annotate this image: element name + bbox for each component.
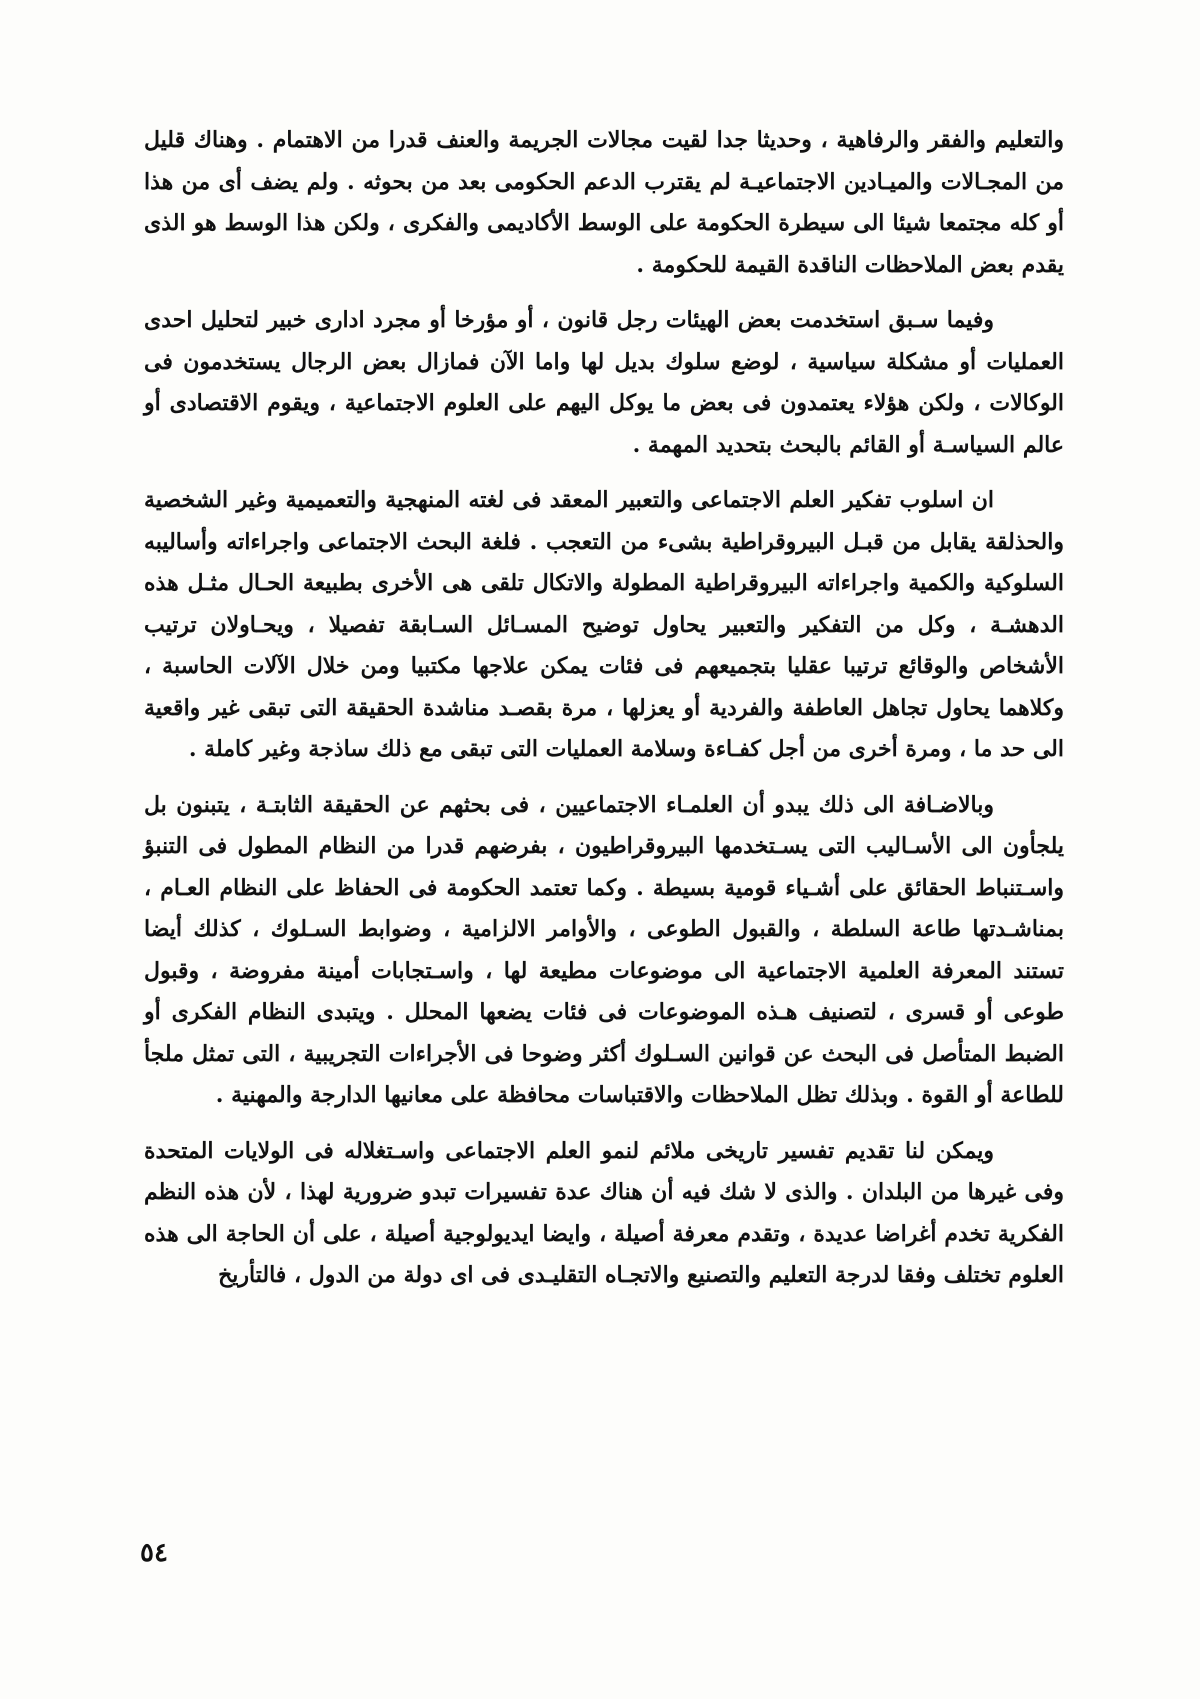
paragraph-5: ويمكن لنا تقديم تفسير تاريخى ملائم لنمو العلم الاجتماعى واسـتغلاله فى الولايات المتحدة وفى غيرها من البلدان . والذى لا شك فيه أن هناك عدة تفسيرات تبدو ضرورية لهذا ، لأن هذه النظم الفكرية تخدم أغراضا عديدة ، وتقدم معرفة أصيلة ، وايضا ايديولوجية أصيلة ، على أن الحاجة الى هذه العلوم تختلف وفقا لدرجة التعليم والتصنيع والاتجـاه التقليـدى فى اى دولة من الدول ، فالتأريخ — [144, 1137, 1064, 1288]
page-number: ٥٤ — [140, 1538, 168, 1568]
paragraph-2: وفيما سـبق استخدمت بعض الهيئات رجل قانون ، أو مؤرخا أو مجرد ادارى خبير لتحليل احدى العمليات أو مشكلة سياسية ، لوضع سلوك بديل لها واما الآن فمازال بعض الرجال يستخدمون فى الوكالات ، ولكن هؤلاء يعتمدون فى بعض ما يوكل اليهم على العلوم الاجتماعية ، ويقوم الاقتصادى أو عالم السياسـة أو القائم بالبحث بتحديد المهمة . — [144, 307, 1064, 458]
paragraph-4: وبالاضـافة الى ذلك يبدو أن العلمـاء الاجتماعيين ، فى بحثهم عن الحقيقة الثابتـة ، يتبنون بل يلجأون الى الأسـاليب التى يسـتخدمها البيروقراطيون ، بفرضهم قدرا من النظام المطول فى التنبؤ واسـتنباط الحقائق على أشـياء قومية بسيطة . وكما تعتمد الحكومة فى الحفاظ على النظام العـام ، بمناشـدتها طاعة السلطة ، والقبول الطوعى ، والأوامر الالزامية ، وضوابط السـلوك ، كذلك أيضا تستند المعرفة العلمية الاجتماعية الى موضوعات مطيعة لها ، واسـتجابات أمينة مفروضة ، وقبول طوعى أو قسرى ، لتصنيف هـذه الموضوعات فى فئات يضعها المحلل . ويتبدى النظام الفكرى أو الضبط المتأصل فى البحث عن قوانين السـلوك أكثر وضوحا فى الأجراءات التجريبية ، التى تمثل ملجأ للطاعة أو القوة . وبذلك تظل الملاحظات والاقتباسات محافظة على معانيها الدارجة والمهنية . — [144, 791, 1064, 1108]
paragraph-3: ان اسلوب تفكير العلم الاجتماعى والتعبير المعقد فى لغته المنهجية والتعميمية وغير الشخصية والحذلقة يقابل من قبـل البيروقراطية بشىء من التعجب . فلغة البحث الاجتماعى واجراءاته وأساليبه السلوكية والكمية واجراءاته البيروقراطية المطولة والاتكال تلقى هى الأخرى بطبيعة الحـال مثـل هذه الدهشـة ، وكل من التفكير والتعبير يحاول توضيح المسـائل السـابقة تفصيلا ، ويحـاولان ترتيب الأشخاص والوقائع ترتيبا عقليا بتجميعهم فى فئات يمكن علاجها مكتبيا ومن خلال الآلات الحاسبة ، وكلاهما يحاول تجاهل العاطفة والفردية أو يعزلها ، مرة بقصـد مناشدة الحقيقة التى تبقى غير واقعية الى حد ما ، ومرة أخرى من أجل كفـاءة وسلامة العمليات التى تبقى مع ذلك ساذجة وغير كاملة . — [144, 487, 1064, 762]
body-text — [144, 120, 1064, 1311]
paragraph-1: والتعليم والفقر والرفاهية ، وحديثا جدا لقيت مجالات الجريمة والعنف قدرا من الاهتمام . وهناك قليل من المجـالات والميـادين الاجتماعيـة لم يقترب الدعم الحكومى بعد من بحوثه . ولم يضف أى من هذا أو كله مجتمعا شيئا الى سيطرة الحكومة على الوسط الأكاديمى والفكرى ، ولكن هذا الوسط هو الذى يقدم بعض الملاحظات الناقدة القيمة للحكومة . — [144, 127, 1064, 278]
